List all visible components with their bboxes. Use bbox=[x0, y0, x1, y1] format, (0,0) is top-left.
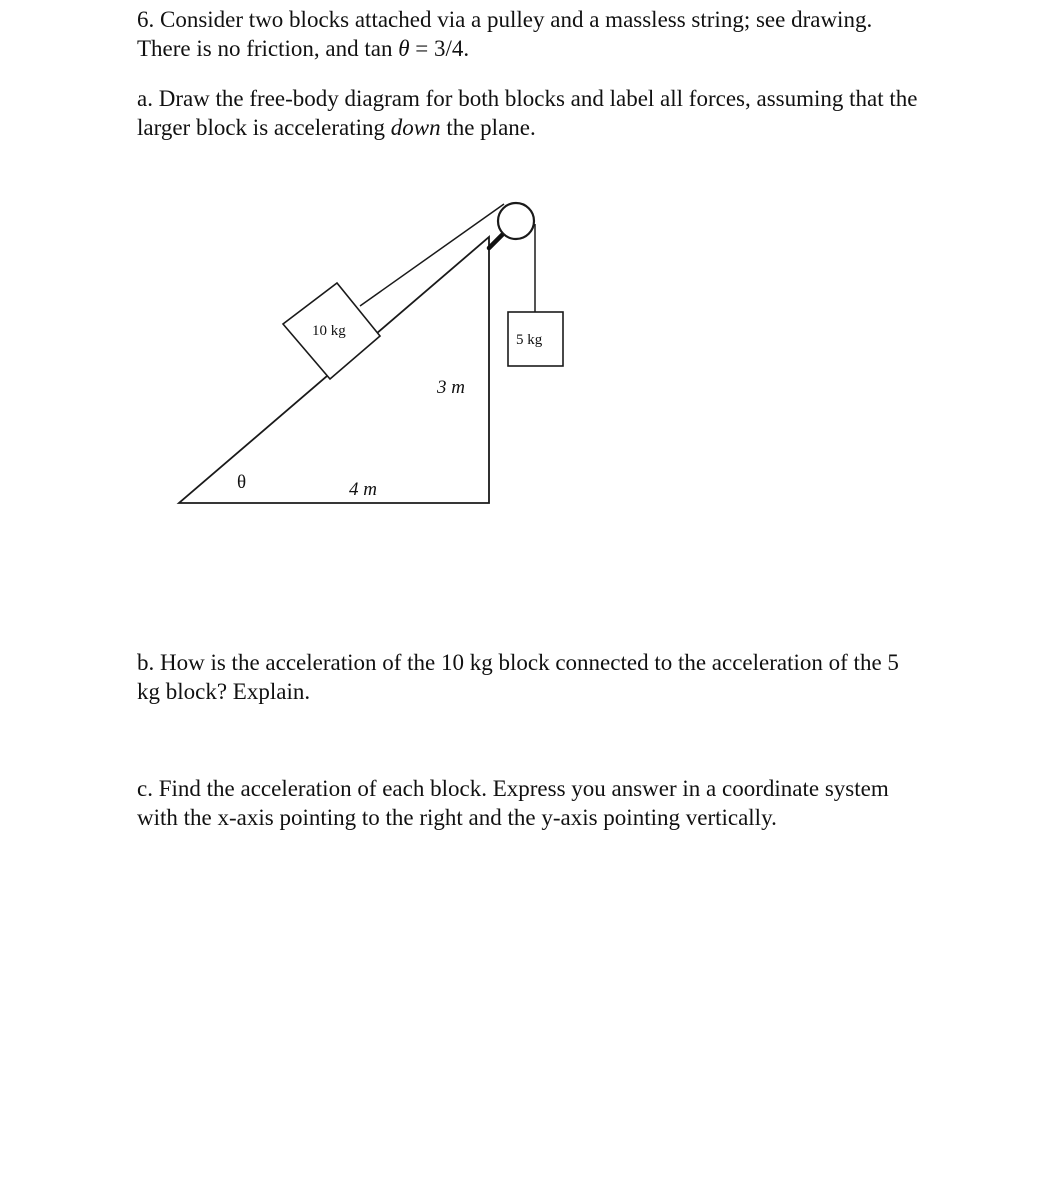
height-label: 3 m bbox=[437, 377, 465, 398]
angle-label: θ bbox=[237, 472, 247, 493]
theta-symbol: θ bbox=[398, 35, 410, 61]
block-10kg-label: 10 kg bbox=[312, 323, 346, 339]
part-b-line-2: kg block? Explain. bbox=[137, 678, 311, 704]
part-a-line-2-suffix: the plane. bbox=[440, 114, 536, 140]
part-c-question bbox=[137, 775, 1022, 832]
part-b-question bbox=[137, 649, 1022, 706]
block-5kg-label: 5 kg bbox=[516, 332, 543, 348]
base-label: 4 m bbox=[349, 479, 377, 500]
pulley-wheel bbox=[498, 203, 534, 239]
part-b-line-1: b. How is the acceleration of the 10 kg block connected to the acceleration of the 5 bbox=[137, 650, 899, 675]
part-a-emphasis: down bbox=[390, 114, 441, 140]
string-incline-segment bbox=[360, 204, 504, 306]
part-a-line-2-prefix: larger block is accelerating bbox=[137, 114, 391, 140]
problem-line-2-suffix: = 3/4. bbox=[409, 35, 470, 61]
problem-line-1: 6. Consider two blocks attached via a pulley and a massless string; see drawing. bbox=[137, 7, 873, 32]
part-a-line-1: a. Draw the free-body diagram for both blocks and label all forces, assuming that the bbox=[137, 86, 918, 111]
problem-line-2-prefix: There is no friction, and tan bbox=[137, 35, 399, 61]
part-c-line-1: c. Find the acceleration of each block. Express you answer in a coordinate system bbox=[137, 776, 889, 801]
part-c-line-2: with the x-axis pointing to the right and the y-axis pointing vertically. bbox=[137, 804, 777, 830]
